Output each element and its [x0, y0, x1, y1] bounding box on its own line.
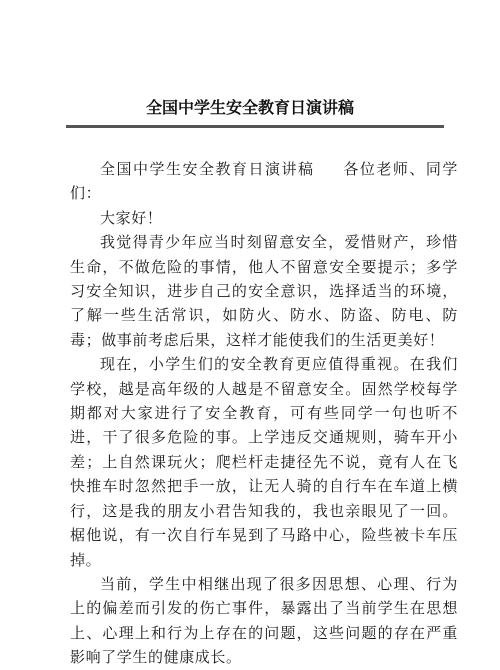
paragraph-2: 现在，小学生们的安全教育更应值得重视。在我们学校，越是高年级的人越是不留意安全。固然学校每学期都对大家进行了安全教育，可有些同学一句也听不进，干了很多危险的事。上学违反交通规则，骑车开小差；上自然课玩火；爬栏杆走捷径先不说，竟有人在飞快推车时忽然把手一放，让无人骑的自行车在车道上横行，这是我的朋友小君告知我的，我也亲眼见了一回。椐他说，有一次自行车晃到了马路中心，险些被卡车压掉。 — [70, 355, 458, 569]
title-divider — [66, 125, 444, 128]
paragraph-greeting: 大家好！ — [100, 208, 163, 227]
heading-topic: 全国中学生安全教育日演讲稿 — [100, 160, 315, 178]
paragraph-1: 我觉得青少年应当时刻留意安全，爱惜财产，珍惜生命，不做危险的事情，他人不留意安全要提示；多学习安全知识，进步自己的安全意识，选择适当的环境，了解一些生活常识，如防火、防水、防盗、防电、防毒；做事前考虑后果，这样才能使我们的生活更美好！ — [70, 233, 458, 349]
document-body — [70, 157, 458, 670]
paragraph-3: 当前，学生中相继出现了很多因思想、心理、行为上的偏差而引发的伤亡事件，暴露出了当前学生在思想上、心理上和行为上存在的问题，这些问题的存在严重影响了学生的健康成长。 — [70, 574, 458, 667]
heading-line — [70, 157, 458, 206]
salutation: 各位老师、同学们： — [70, 160, 458, 203]
page-title: 全国中学生安全教育日演讲稿 — [145, 98, 354, 117]
